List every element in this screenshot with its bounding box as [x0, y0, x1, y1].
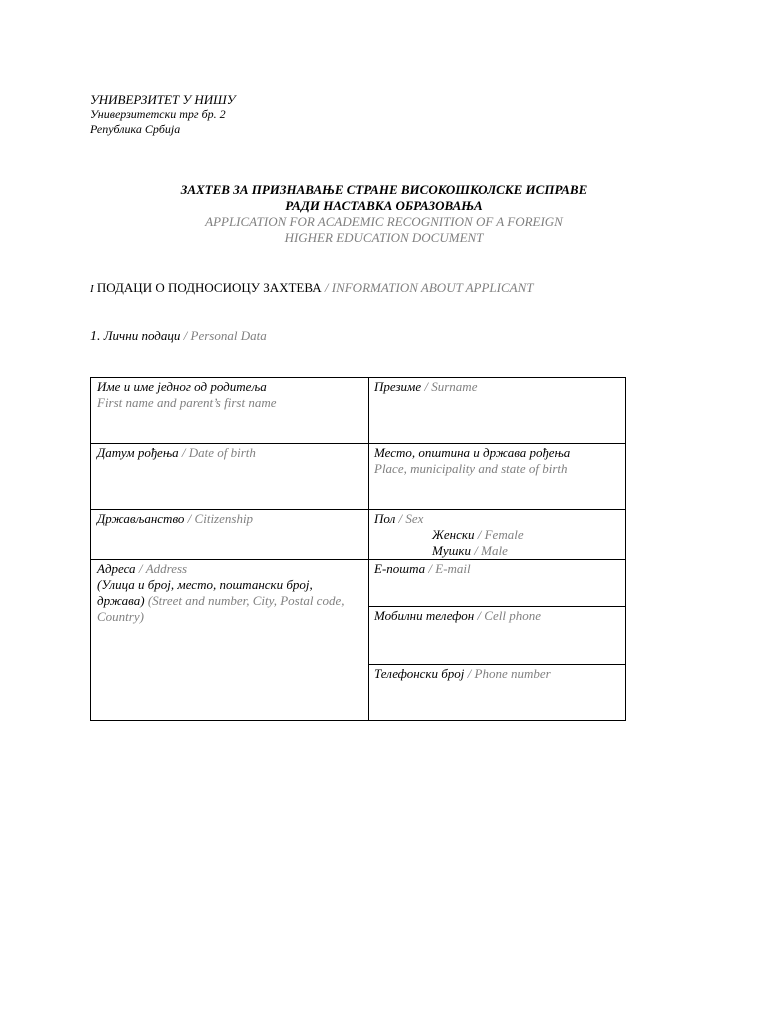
field-sex — [368, 510, 625, 559]
field-dob-separator: / — [178, 445, 189, 460]
field-citizenship-separator: / — [184, 511, 195, 526]
title-sr-line-2: РАДИ НАСТАВКА ОБРАЗОВАЊА — [285, 198, 483, 213]
sex-option-male-en: Male — [481, 543, 508, 558]
field-email-label-en: E-mail — [435, 561, 471, 576]
university-address: Универзитетски трг бр. 2 — [90, 107, 226, 121]
field-citizenship-label-sr: Држављанство — [97, 511, 185, 526]
title-en-line-2: HIGHER EDUCATION DOCUMENT — [284, 230, 484, 245]
field-phone-label-en: Phone number — [474, 666, 551, 681]
section-number: I — [90, 283, 94, 295]
sex-option-female-separator: / — [474, 527, 485, 542]
field-citizenship-label-en: Citizenship — [194, 511, 254, 526]
sex-option-male-separator: / — [471, 543, 482, 558]
field-pob-label-en: Place, municipality and state of birth — [374, 461, 568, 476]
university-header — [90, 92, 235, 137]
field-name-label-sr: Име и име једног од родитеља — [97, 379, 267, 394]
subsection-separator: / — [180, 328, 191, 343]
subsection-title-sr: Лични подаци — [103, 328, 181, 343]
field-sex-label-sr: Пол — [374, 511, 396, 526]
field-phone-number[interactable] — [368, 665, 625, 720]
field-sex-label-en: Sex — [405, 511, 424, 526]
sex-option-male[interactable] — [374, 543, 619, 559]
field-name-label-en: First name and parent’s first name — [97, 395, 277, 410]
section-separator: / — [321, 280, 332, 295]
field-mobile-label-en: Cell phone — [484, 608, 541, 623]
field-mobile-separator: / — [474, 608, 485, 623]
field-phone-label-sr: Телефонски број — [374, 666, 465, 681]
section-title-en: INFORMATION ABOUT APPLICANT — [331, 280, 534, 295]
field-phone-separator: / — [464, 666, 475, 681]
section-title-sr: ПОДАЦИ О ПОДНОСИОЦУ ЗАХТЕВА — [96, 280, 322, 295]
field-address-detail-en: (Street and number, City, Postal code, Country) — [97, 593, 345, 624]
sex-option-female-en: Female — [484, 527, 524, 542]
sex-option-male-sr: Мушки — [432, 543, 471, 558]
field-pob-label-sr: Место, општина и држава рођења — [374, 445, 571, 460]
university-name: УНИВЕРЗИТЕТ У НИШУ — [90, 92, 236, 107]
field-address-separator: / — [135, 561, 146, 576]
subsection-number: 1. — [90, 329, 101, 344]
field-citizenship[interactable] — [91, 510, 368, 559]
title-sr-line-1: ЗАХТЕВ ЗА ПРИЗНАВАЊЕ СТРАНЕ ВИСОКОШКОЛСКЕ ИСПРАВЕ — [180, 182, 588, 197]
subsection-heading — [90, 328, 267, 345]
field-surname-label-en: Surname — [431, 379, 478, 394]
field-surname-separator: / — [421, 379, 432, 394]
personal-data-table — [90, 377, 626, 721]
field-email-label-sr: Е-пошта — [374, 561, 426, 576]
field-mobile-label-sr: Мобилни телефон — [374, 608, 475, 623]
field-date-of-birth[interactable] — [91, 444, 368, 509]
subsection-title-en: Personal Data — [190, 328, 267, 343]
field-sex-separator: / — [395, 511, 406, 526]
field-surname-label-sr: Презиме — [374, 379, 422, 394]
document-title — [0, 182, 768, 246]
title-en-line-1: APPLICATION FOR ACADEMIC RECOGNITION OF A FOREIGN — [205, 214, 563, 229]
sex-option-female-sr: Женски — [432, 527, 475, 542]
field-address[interactable] — [91, 560, 368, 720]
university-country: Република Србија — [90, 122, 181, 136]
field-address-label-sr: Адреса — [97, 561, 136, 576]
sex-option-female[interactable] — [374, 527, 619, 543]
section-heading — [90, 280, 534, 296]
field-dob-label-en: Date of birth — [188, 445, 256, 460]
field-address-detail-sr: (Улица и број, место, поштански број, држава) — [97, 577, 313, 608]
field-place-of-birth[interactable] — [368, 444, 625, 509]
field-email[interactable] — [368, 560, 625, 606]
field-dob-label-sr: Датум рођења — [97, 445, 179, 460]
field-surname[interactable] — [368, 378, 625, 443]
field-email-separator: / — [425, 561, 436, 576]
field-name[interactable] — [91, 378, 368, 443]
field-cell-phone[interactable] — [368, 607, 625, 664]
field-address-label-en: Address — [145, 561, 188, 576]
